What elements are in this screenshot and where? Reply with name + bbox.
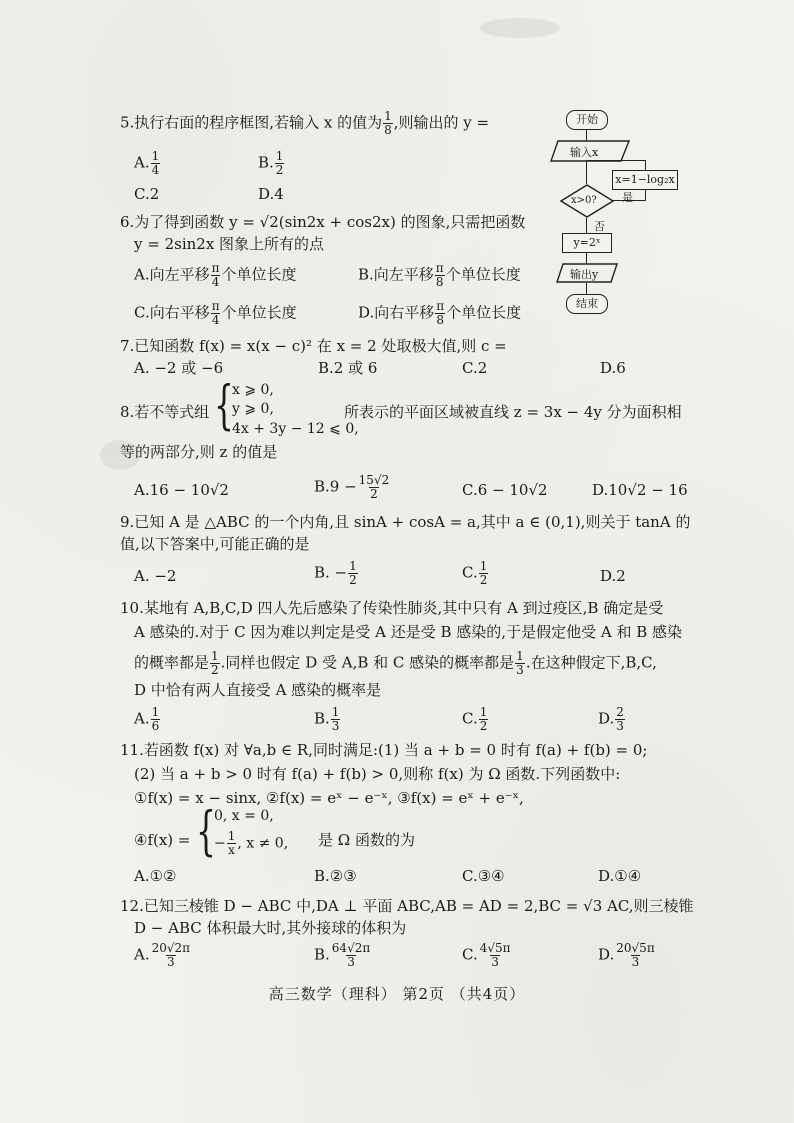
q6-option-d: D.向右平移 $\frac{\pi}{8}$ 个单位长度 (358, 299, 522, 327)
flowchart-assign-yes: x=1−log₂x (612, 170, 678, 190)
flowchart-output-label: 输出y (570, 268, 599, 281)
question-6-line2: y = 2sin2x 图象上所有的点 (134, 235, 325, 253)
question-10-line3: 的概率都是 $\frac{1}{2}$ .同样也假定 D 受 A,B 和 C 感染的概率都是 $\frac{1}{3}$ .在这种假定下,B,C, (134, 649, 657, 677)
q7-option-c: C.2 (462, 359, 488, 377)
q12-option-d: D. $\frac{20√5\pi}{3}$ (598, 941, 655, 969)
question-9-line2: 值,以下答案中,可能正确的是 (120, 535, 310, 553)
q9-option-c: C. $\frac{1}{2}$ (462, 559, 488, 587)
flowchart-condition: x>0? (571, 195, 597, 206)
q6-option-b: B.向左平移 $\frac{\pi}{8}$ 个单位长度 (358, 261, 521, 289)
question-11-line3: ①f(x) = x − sinx, ②f(x) = eˣ − e⁻ˣ, ③f(x) = eˣ + e⁻ˣ, (134, 789, 524, 807)
q5-option-d: D.4 (258, 185, 284, 203)
q12-option-b: B. $\frac{64√2\pi}{3}$ (314, 941, 371, 969)
question-11-line1: 11.若函数 f(x) 对 ∀a,b ∈ R,同时满足:(1) 当 a + b = 0 时有 f(a) + f(b) = 0; (120, 741, 648, 759)
question-12-line1: 12.已知三棱锥 D − ABC 中,DA ⊥ 平面 ABC,AB = AD = 2,BC = √3 AC,则三棱锥 (120, 897, 694, 915)
q10-option-d: D. $\frac{2}{3}$ (598, 705, 624, 733)
flowchart-end: 结束 (566, 294, 608, 314)
scan-blot (480, 18, 560, 38)
q10-option-b: B. $\frac{1}{3}$ (314, 705, 340, 733)
question-11-f4-tail: 是 Ω 函数的为 (318, 831, 415, 849)
piecewise-case-1: 0, x = 0, (214, 808, 274, 824)
q10-option-c: C. $\frac{1}{2}$ (462, 705, 488, 733)
question-5-stem: 5.执行右面的程序框图,若输入 x 的值为 $\frac{1}{8}$ ,则输出的 y = (120, 109, 490, 137)
flowchart-assign-no: y=2ˣ (562, 233, 612, 253)
flowchart-yes-label: 是 (622, 191, 633, 204)
question-10-line4: D 中恰有两人直接受 A 感染的概率是 (134, 681, 382, 699)
question-8-tail: 所表示的平面区域被直线 z = 3x − 4y 分为面积相 (344, 403, 682, 421)
question-10-line2: A 感染的.对于 C 因为难以判定是受 A 还是受 B 感染的,于是假定他受 A 和 B 感染 (134, 623, 683, 641)
question-6-line1: 6.为了得到函数 y = √2(sin2x + cos2x) 的图象,只需把函数 (120, 213, 526, 231)
q8-option-d: D.10√2 − 16 (592, 481, 688, 499)
flowchart-no-label: 否 (594, 220, 605, 233)
q5-option-a: A. $\frac{1}{4}$ (134, 149, 160, 177)
q11-option-b: B.②③ (314, 867, 357, 885)
piecewise-brace: { (196, 802, 216, 862)
flowchart-start: 开始 (566, 110, 608, 130)
flowchart-loop-line (645, 160, 646, 170)
q7-option-a: A. −2 或 −6 (134, 359, 224, 377)
q5-option-c: C.2 (134, 185, 160, 203)
question-11-line2: (2) 当 a + b > 0 时有 f(a) + f(b) > 0,则称 f(x) 为 Ω 函数.下列函数中: (134, 765, 621, 783)
question-11-f4-lead: ④f(x) = (134, 831, 191, 849)
q6-option-c: C.向右平移 $\frac{\pi}{4}$ 个单位长度 (134, 299, 297, 327)
q11-option-d: D.①④ (598, 867, 642, 885)
q11-option-a: A.①② (134, 867, 177, 885)
inequality-3: 4x + 3y − 12 ⩽ 0, (232, 421, 359, 437)
q7-option-b: B.2 或 6 (318, 359, 378, 377)
question-7-stem: 7.已知函数 f(x) = x(x − c)² 在 x = 2 处取极大值,则 c = (120, 337, 507, 355)
system-brace: { (214, 376, 234, 436)
flowchart-arrow (586, 162, 587, 184)
piecewise-case-2: − $\frac{1}{x}$ , x ≠ 0, (214, 829, 289, 857)
q8-option-c: C.6 − 10√2 (462, 481, 548, 499)
question-8-line2: 等的两部分,则 z 的值是 (120, 443, 278, 461)
flowchart-loop-line (586, 160, 646, 161)
q7-option-d: D.6 (600, 359, 626, 377)
question-12-line2: D − ABC 体积最大时,其外接球的体积为 (134, 919, 407, 937)
q12-option-c: C. $\frac{4√5\pi}{3}$ (462, 941, 511, 969)
flowchart-input-label: 输入x (570, 146, 599, 159)
question-10-line1: 10.某地有 A,B,C,D 四人先后感染了传染性肺炎,其中只有 A 到过疫区,B 确定是受 (120, 599, 664, 617)
q6-option-a: A.向左平移 $\frac{\pi}{4}$ 个单位长度 (134, 261, 297, 289)
q11-option-c: C.③④ (462, 867, 505, 885)
page-footer: 高三数学（理科） 第2页 （共4页） (268, 985, 526, 1003)
q12-option-a: A. $\frac{20√2\pi}{3}$ (134, 941, 191, 969)
flowchart-arrow (586, 218, 587, 234)
inequality-1: x ⩾ 0, (232, 382, 274, 398)
q9-option-b: B. − $\frac{1}{2}$ (314, 559, 357, 587)
q9-option-a: A. −2 (134, 567, 177, 585)
q8-option-b: B.9 − $\frac{15√2}{2}$ (314, 473, 390, 501)
inequality-2: y ⩾ 0, (232, 401, 274, 417)
question-9-line1: 9.已知 A 是 △ABC 的一个内角,且 sinA + cosA = a,其中 a ∈ (0,1),则关于 tanA 的 (120, 513, 691, 531)
q5-option-b: B. $\frac{1}{2}$ (258, 149, 284, 177)
q10-option-a: A. $\frac{1}{6}$ (134, 705, 160, 733)
question-8-lead: 8.若不等式组 (120, 403, 210, 421)
q8-option-a: A.16 − 10√2 (134, 481, 229, 499)
q9-option-d: D.2 (600, 567, 626, 585)
